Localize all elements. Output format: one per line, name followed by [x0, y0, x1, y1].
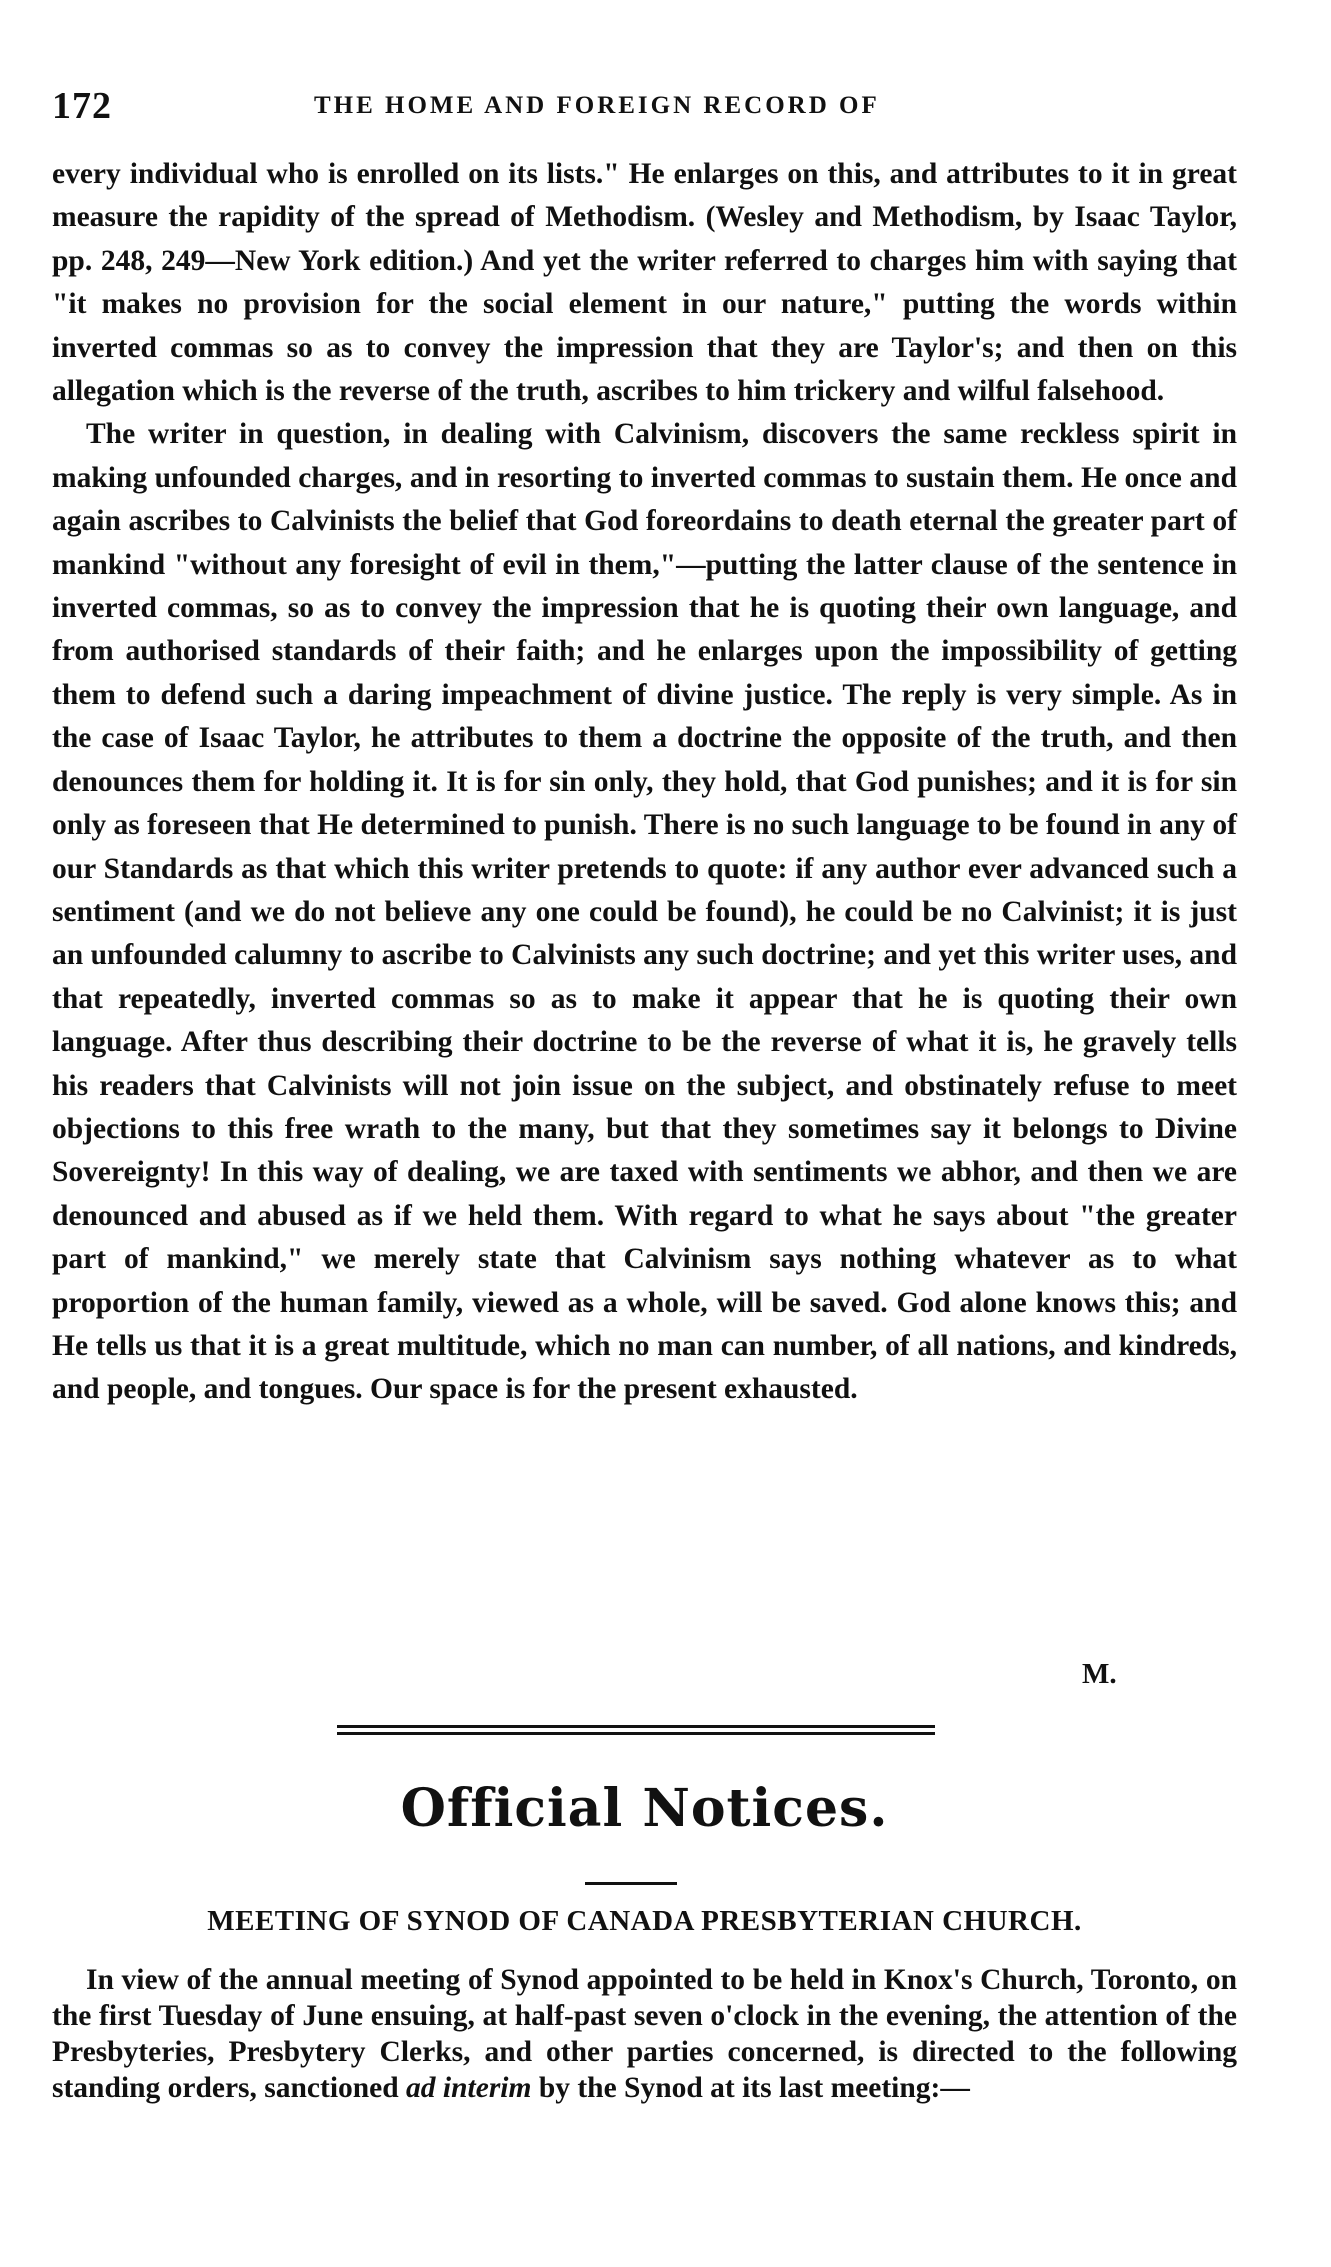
article-paragraph: every individual who is enrolled on its lists." He enlarges on this, and attributes to it in great measure the rapidity of the spread of Methodism. (Wesley and Methodism, by Isaac Taylor, pp. 248, 249—New York edition.) And yet the writer referred to charges him with saying that "it makes no provision for the social element in our nature," putting the words within inverted commas so as to convey the impression that they are Taylor's; and then on this allegation which is the reverse of the truth, ascribes to him trickery and wilful falsehood.	[52, 158, 1237, 408]
article-body	[52, 153, 1237, 1412]
notice-paragraph	[52, 1962, 1237, 2106]
section-divider	[337, 1725, 935, 1735]
notice-heading: MEETING OF SYNOD OF CANADA PRESBYTERIAN CHURCH.	[207, 1905, 1082, 1937]
notice-body	[52, 1962, 1237, 2106]
title-underline	[585, 1882, 677, 1885]
notice-italic-text: ad interim	[406, 2072, 532, 2104]
notice-text: In view of the annual meeting of Synod appointed to be held in Knox's Church, Toronto, on the first Tuesday of June ensuing, at half-past seven o'clock in the evening, the attention of the Presbyteries, Presbytery Clerks, and other parties concerned, is directed to the following standing orders, sanctioned	[52, 1964, 1237, 2104]
article-paragraph: The writer in question, in dealing with Calvinism, discovers the same reckless spirit in making unfounded charges, and in resorting to inverted commas to sustain them. He once and again ascribes to Calvinists the belief that God foreordains to death eternal the greater part of mankind "without any foresight of evil in them,"—putting the latter clause of the sentence in inverted commas, so as to convey the impression that he is quoting their own language, and from authorised standards of their faith; and he enlarges upon the impossibility of getting them to defend such a daring impeachment of divine justice. The reply is very simple. As in the case of Isaac Taylor, he attributes to them a doctrine the opposite of the truth, and then denounces them for holding it. It is for sin only, they hold, that God punishes; and it is for sin only as foreseen that He determined to punish. There is no such language to be found in any of our Standards as that which this writer pretends to quote: if any author ever advanced such a sentiment (and we do not believe any one could be found), he could be no Calvinist; it is just an unfounded calumny to ascribe to Calvinists any such doctrine; and yet this writer uses, and that repeatedly, inverted commas so as to make it appear that he is quoting their own language. After thus describing their doctrine to be the reverse of what it is, he gravely tells his readers that Calvinists will not join issue on the subject, and obstinately refuse to meet objections to this free wrath to the many, but that they sometimes say it belongs to Divine Sovereignty! In this way of dealing, we are taxed with sentiments we abhor, and then we are denounced and abused as if we held them. With regard to what he says about "the greater part of mankind," we merely state that Calvinism says nothing whatever as to what proportion of the human family, viewed as a whole, will be saved. God alone knows this; and He tells us that it is a great multitude, which no man can number, of all nations, and kindreds, and people, and tongues. Our space is for the present exhausted.	[52, 418, 1237, 1406]
page-number: 172	[52, 85, 112, 127]
author-signature: M.	[1082, 1658, 1117, 1690]
page	[52, 0, 1237, 2267]
section-title: Official Notices.	[400, 1778, 889, 1839]
notice-text-end: by the Synod at its last meeting:—	[538, 2072, 970, 2104]
running-head	[52, 84, 1237, 132]
running-title: THE HOME AND FOREIGN RECORD OF	[314, 92, 880, 119]
